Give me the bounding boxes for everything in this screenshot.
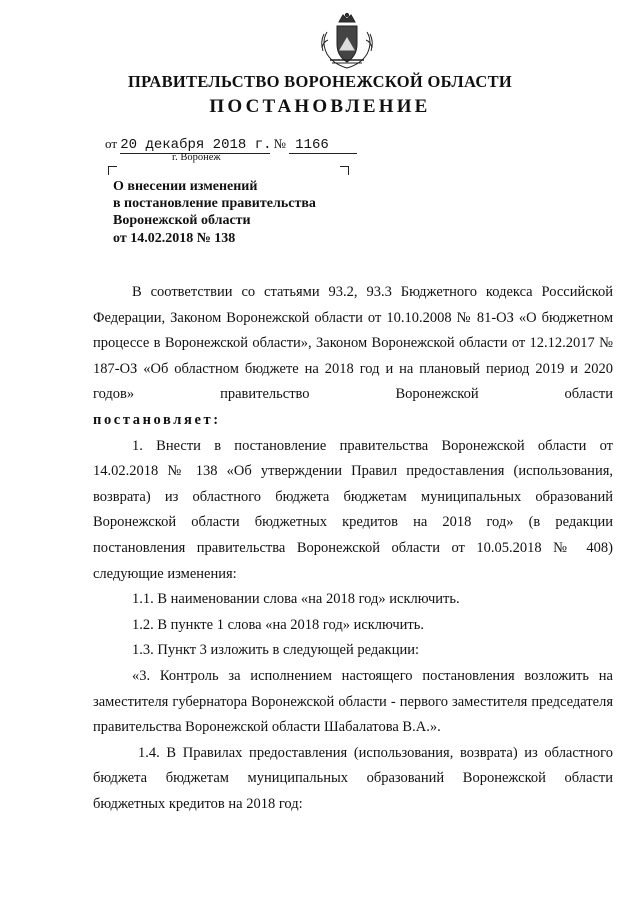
- paragraph-1-1: 1.1. В наименовании слова «на 2018 год» исключить.: [132, 591, 460, 608]
- city-label: г. Воронеж: [172, 152, 221, 163]
- coat-of-arms-icon: [318, 10, 376, 72]
- date-number-line: [105, 136, 357, 154]
- document-type-title: ПОСТАНОВЛЕНИЕ: [209, 96, 431, 117]
- document-number: 1166: [289, 138, 357, 154]
- subject-line: в постановление правительства: [113, 196, 316, 212]
- subject-line: от 14.02.2018 № 138: [113, 230, 236, 246]
- decides-label: постановляет:: [93, 411, 221, 428]
- subject-line: О внесении изменений: [113, 179, 258, 194]
- paragraph-1-4: 1.4. В Правилах предоставления (использования, возврата) из областного бюджета бюджетам муниципальных образований Воронежской области бюджетных кредитов на 2018 год:: [93, 744, 613, 812]
- subject-line: Воронежской области: [113, 213, 251, 229]
- document-body: [93, 280, 613, 817]
- paragraph-1-2: 1.2. В пункте 1 слова «на 2018 год» исключить.: [132, 616, 424, 633]
- document-date: 20 декабря 2018 г.: [120, 137, 272, 153]
- preamble-paragraph: В соответствии со статьями 93.2, 93.3 Бюджетного кодекса Российской Федерации, Законом Воронежской области от 10.10.2008 № 81-ОЗ «О бюджетном процессе в Воронежской области», Законом Воронежской области от 12.12.2017 № 187-ОЗ «Об областном бюджете на 2018 год и на плановый период 2019 и 2020 годов» правительство Воронежской области: [93, 284, 613, 403]
- subject-bracket-right: [340, 166, 349, 175]
- paragraph-1: 1. Внести в постановление правительства Воронежской области от 14.02.2018 № 138 «Об утверждении Правил предоставления (использования, возврата) из областного бюджета бюджетам муниципальных образований Воронежской области бюджетных кредитов на 2018 год» (в редакции постановления правительства Воронежской области от 10.05.2018 № 408) следующие изменения:: [93, 437, 613, 582]
- number-label: №: [273, 136, 286, 151]
- quoted-paragraph: «3. Контроль за исполнением настоящего постановления возложить на заместителя губернатора Воронежской области - первого заместителя председателя правительства Воронежской области Шабалатова В.А.».: [93, 667, 613, 736]
- date-prefix: от: [105, 136, 118, 151]
- document-subject: [113, 178, 373, 247]
- subject-bracket-left: [108, 166, 117, 175]
- organization-title: ПРАВИТЕЛЬСТВО ВОРОНЕЖСКОЙ ОБЛАСТИ: [127, 72, 513, 91]
- decision-word: [93, 408, 613, 434]
- paragraph-1-3: 1.3. Пункт 3 изложить в следующей редакции:: [132, 642, 420, 659]
